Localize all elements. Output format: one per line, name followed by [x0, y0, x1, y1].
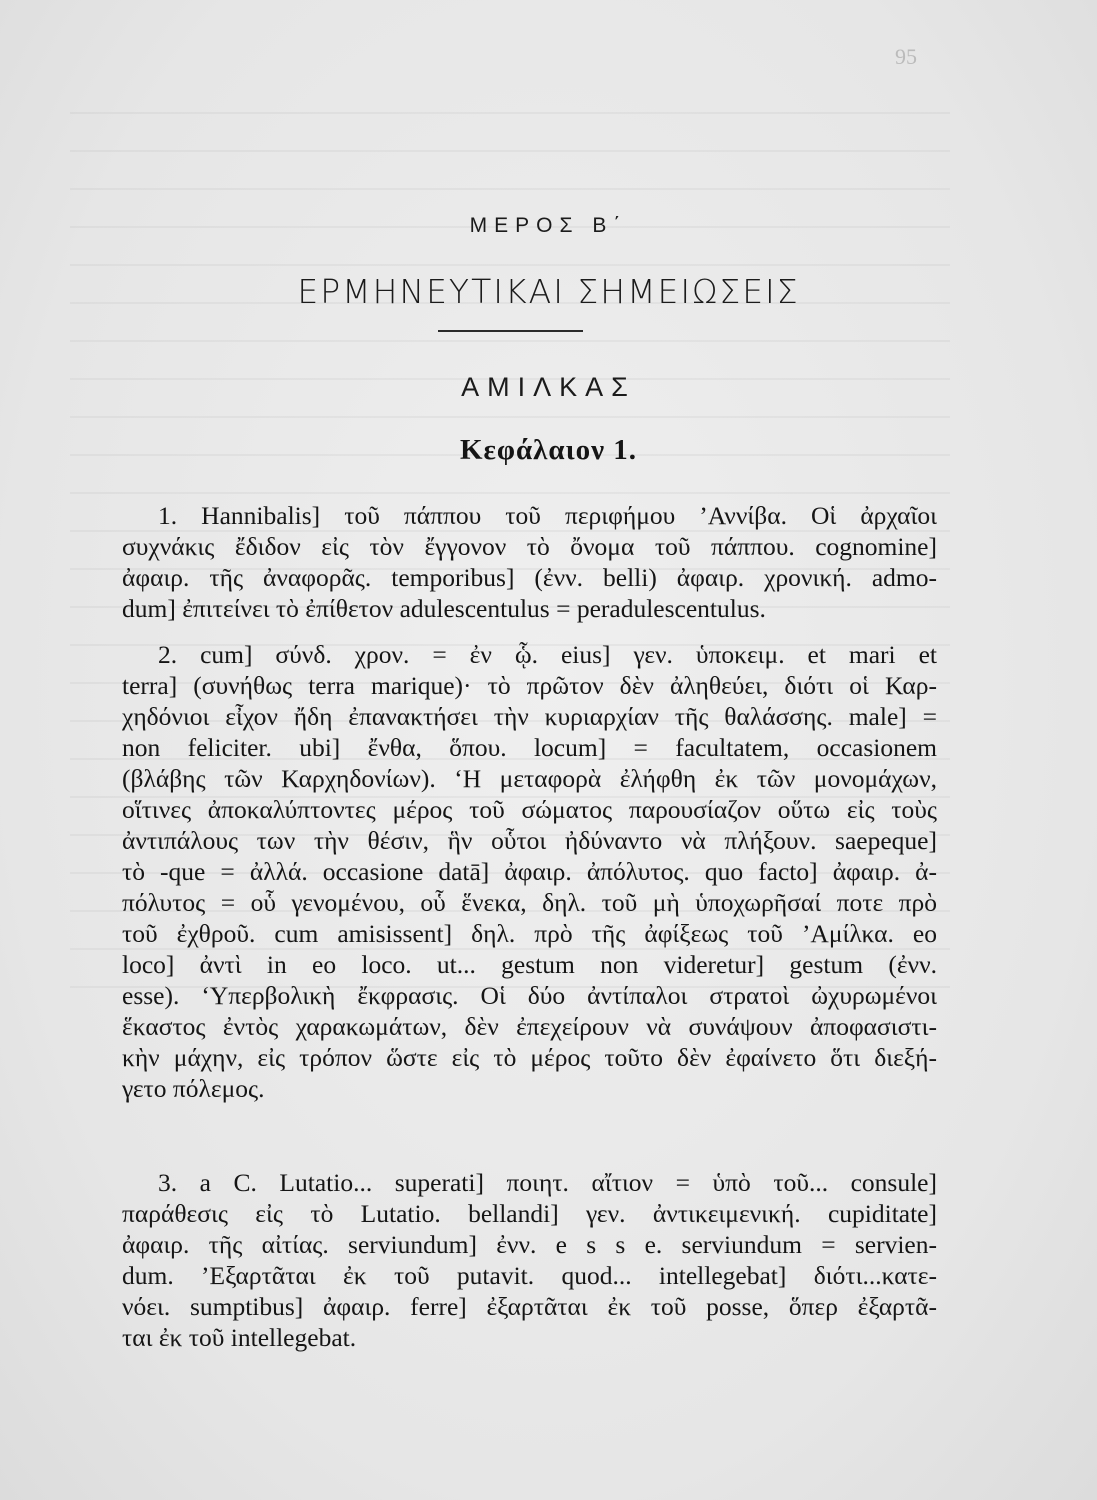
- text-line: non feliciter. ubi] ἔνθα, ὅπου. locum] = facultatem, occasionem: [122, 733, 937, 762]
- text-line: κὴν μάχην, εἰς τρόπον ὥστε εἰς τὸ μέρος τοῦτο δὲν ἐφαίνετο ὅτι διεξή-: [122, 1043, 937, 1072]
- text-line: ἕκαστος ἐντὸς χαρακωμάτων, δὲν ἐπεχείρουν νὰ συνάψουν ἀποφασιστι-: [122, 1012, 937, 1041]
- paragraph-1: [122, 500, 937, 624]
- text-line: loco] ἀντὶ in eo loco. ut... gestum non videretur] gestum (ἐνν.: [122, 950, 937, 979]
- text-line: συχνάκις ἔδιδον εἰς τὸν ἔγγονον τὸ ὄνομα τοῦ πάππου. cognomine]: [122, 532, 937, 561]
- text-line: 1. Hannibalis] τοῦ πάππου τοῦ περιφήμου ’Αννίβα. Οἱ ἀρχαῖοι: [158, 501, 937, 530]
- text-line: τὸ -que = ἀλλά. occasione datā] ἀφαιρ. ἀπόλυτος. quo facto] ἀφαιρ. ἀ-: [122, 857, 937, 886]
- text-line: ἀφαιρ. τῆς αἰτίας. serviundum] ἐνν. e s s e. serviundum = servien-: [122, 1230, 937, 1259]
- paragraph-2: [122, 639, 937, 1104]
- text-line: χηδόνιοι εἶχον ἤδη ἐπανακτήσει τὴν κυριαρχίαν τῆς θαλάσσης. male] =: [122, 702, 937, 731]
- text-line: 3. a C. Lutatio... superati] ποιητ. αἴτιον = ὑπὸ τοῦ... consule]: [158, 1168, 937, 1197]
- text-line: dum] ἐπιτείνει τὸ ἐπίθετον adulescentulus = peradulescentulus.: [122, 594, 766, 623]
- text-line: παράθεσις εἰς τὸ Lutatio. bellandi] γεν. ἀντικειμενική. cupiditate]: [122, 1199, 937, 1228]
- text-line: ἀντιπάλους των τὴν θέσιν, ἣν οὗτοι ἠδύναντο νὰ πλήξουν. saepeque]: [122, 826, 937, 855]
- text-line: esse). ‘Υπερβολικὴ ἔκφρασις. Οἱ δύο ἀντίπαλοι στρατοὶ ὠχυρωμένοι: [122, 981, 937, 1010]
- part-heading: ΜΕΡΟΣ Β΄: [469, 214, 628, 237]
- title-divider: [438, 330, 583, 332]
- paragraph-3: [122, 1167, 937, 1353]
- section-title: ΑΜΙΛΚΑΣ: [461, 372, 636, 402]
- page-number: 95: [895, 44, 917, 69]
- text-line: terra] (συνήθως terra marique)· τὸ πρῶτον δὲν ἀληθεύει, διότι οἱ Καρ-: [122, 671, 937, 700]
- text-line: οἵτινες ἀποκαλύπτοντες μέρος τοῦ σώματος παρουσίαζον οὕτω εἰς τοὺς: [122, 795, 937, 824]
- text-line: dum. ’Εξαρτᾶται ἐκ τοῦ putavit. quod... intellegebat] διότι...κατε-: [122, 1261, 937, 1290]
- text-line: (βλάβης τῶν Καρχηδονίων). ‘Η μεταφορὰ ἐλήφθη ἐκ τῶν μονομάχων,: [122, 764, 937, 793]
- text-line: τοῦ ἐχθροῦ. cum amisissent] δηλ. πρὸ τῆς ἀφίξεως τοῦ ’Αμίλκα. eo: [122, 919, 937, 948]
- text-line: ται ἐκ τοῦ intellegebat.: [122, 1323, 357, 1352]
- text-line: ἀφαιρ. τῆς ἀναφορᾶς. temporibus] (ἐνν. belli) ἀφαιρ. χρονική. admo-: [122, 563, 937, 592]
- text-line: νόει. sumptibus] ἀφαιρ. ferre] ἐξαρτᾶται ἐκ τοῦ posse, ὅπερ ἐξαρτᾶ-: [122, 1292, 937, 1321]
- chapter-heading: Κεφάλαιον 1.: [459, 434, 638, 466]
- text-line: γετο πόλεμος.: [122, 1074, 265, 1103]
- text-line: 2. cum] σύνδ. χρον. = ἐν ᾧ. eius] γεν. ὑποκειμ. et mari et: [158, 640, 937, 669]
- text-line: πόλυτος = οὗ γενομένου, οὗ ἕνεκα, δηλ. τοῦ μὴ ὑποχωρῆσαί ποτε πρὸ: [122, 888, 937, 917]
- main-title: ΕΡΜΗΝΕΥΤΙΚΑΙ ΣΗΜΕΙΩΣΕΙΣ: [297, 272, 800, 311]
